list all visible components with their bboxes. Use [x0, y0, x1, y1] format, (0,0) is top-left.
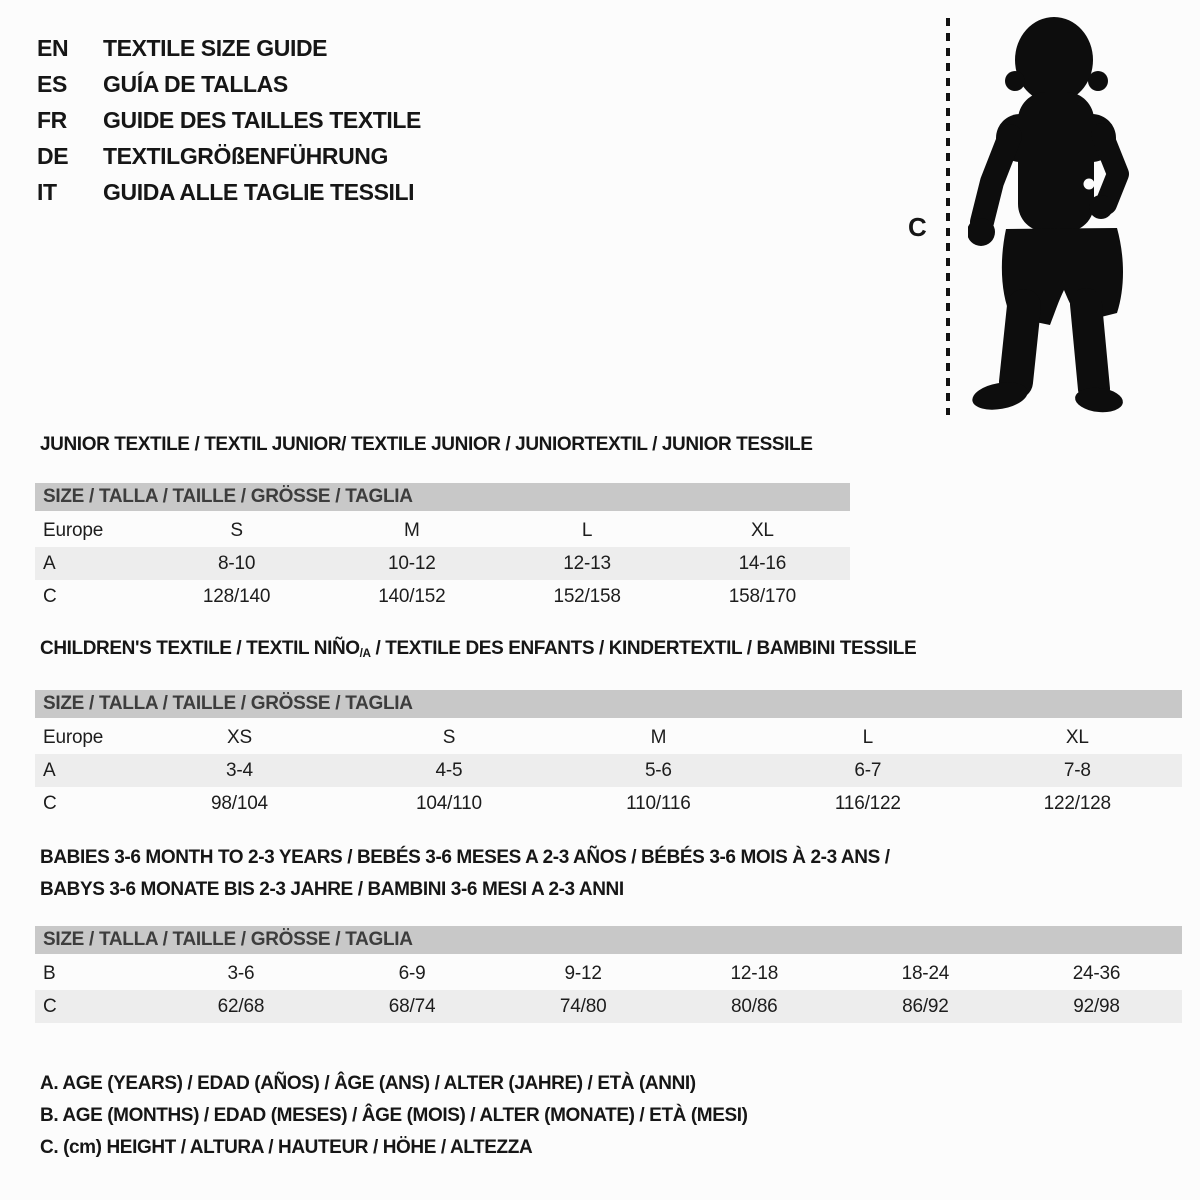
table-cell: 3-6 — [227, 963, 255, 984]
row-label: A — [43, 553, 56, 574]
table-cell: 122/128 — [1043, 793, 1111, 814]
language-title: TEXTILGRÖßENFÜHRUNG — [103, 143, 388, 169]
table-cell: 128/140 — [202, 586, 271, 607]
table-cell: 12-13 — [563, 553, 611, 574]
height-measure-label: C — [908, 212, 927, 242]
language-code: IT — [37, 179, 57, 205]
legend — [40, 1068, 748, 1164]
language-row — [37, 66, 421, 102]
junior-section-heading: JUNIOR TEXTILE / TEXTIL JUNIOR/ TEXTILE JUNIOR / JUNIORTEXTIL / JUNIOR TESSILE — [40, 434, 813, 455]
table-cell: 80/86 — [731, 996, 778, 1017]
language-title: GUIDA ALLE TAGLIE TESSILI — [103, 179, 415, 205]
table-row — [35, 721, 1182, 754]
table-cell: 7-8 — [1063, 760, 1091, 781]
size-header-bar: SIZE / TALLA / TAILLE / GRÖSSE / TAGLIA — [35, 690, 1182, 718]
table-cell: 6-7 — [854, 760, 882, 781]
language-row — [37, 174, 421, 210]
language-title: GUÍA DE TALLAS — [103, 71, 288, 97]
row-label: Europe — [43, 520, 104, 541]
table-cell: 68/74 — [388, 996, 436, 1017]
babies-size-table — [35, 926, 1182, 1023]
table-row — [35, 787, 1182, 820]
table-cell: XL — [750, 520, 774, 541]
table-cell: 92/98 — [1073, 996, 1120, 1017]
table-cell: XS — [227, 727, 252, 748]
children-heading-prefix: CHILDREN'S TEXTILE / TEXTIL NIÑO — [40, 638, 360, 659]
language-code: EN — [37, 35, 69, 61]
toddler-silhouette-icon — [968, 14, 1143, 416]
table-cell: 9-12 — [564, 963, 602, 984]
language-row — [37, 102, 421, 138]
table-cell: 86/92 — [902, 996, 949, 1017]
table-cell: 24-36 — [1072, 963, 1121, 984]
table-cell: 3-4 — [226, 760, 253, 781]
table-cell: S — [230, 520, 243, 541]
table-cell: L — [581, 520, 593, 541]
table-cell: 98/104 — [211, 793, 268, 814]
children-heading-suffix: / TEXTILE DES ENFANTS / KINDERTEXTIL / BAMBINI TESSILE — [370, 638, 917, 659]
legend-line-height: C. (cm) HEIGHT / ALTURA / HAUTEUR / HÖHE / ALTEZZA — [40, 1137, 533, 1158]
junior-size-table — [35, 483, 850, 613]
language-row — [37, 138, 421, 174]
table-cell: 104/110 — [415, 793, 482, 814]
babies-heading-line1: BABIES 3-6 MONTH TO 2-3 YEARS / BEBÉS 3-6 MESES A 2-3 AÑOS / BÉBÉS 3-6 MOIS À 2-3 ANS / — [40, 847, 890, 868]
children-size-table — [35, 690, 1182, 820]
table-cell: 5-6 — [644, 760, 672, 781]
legend-line-age-months: B. AGE (MONTHS) / EDAD (MESES) / ÂGE (MOIS) / ALTER (MONATE) / ETÀ (MESI) — [40, 1105, 748, 1126]
children-heading-subscript: /A — [359, 646, 371, 660]
row-label: Europe — [43, 727, 104, 748]
row-label: C — [43, 996, 57, 1017]
legend-line-age-years: A. AGE (YEARS) / EDAD (AÑOS) / ÂGE (ANS) / ALTER (JAHRE) / ETÀ (ANNI) — [40, 1073, 696, 1094]
table-row — [35, 547, 850, 580]
table-cell: 158/170 — [728, 586, 796, 607]
table-cell: 74/80 — [559, 996, 607, 1017]
row-label: B — [43, 963, 56, 984]
size-header-bar: SIZE / TALLA / TAILLE / GRÖSSE / TAGLIA — [35, 926, 1182, 954]
table-cell: S — [442, 727, 456, 748]
table-cell: 8-10 — [217, 553, 256, 574]
language-code: FR — [37, 107, 67, 133]
language-list — [37, 30, 421, 210]
table-cell: 116/122 — [834, 793, 901, 814]
height-measure-dashed-line — [946, 18, 950, 415]
table-cell: 6-9 — [398, 963, 426, 984]
table-cell: 12-18 — [730, 963, 779, 984]
row-label: C — [43, 586, 57, 607]
table-cell: 140/152 — [378, 586, 446, 607]
row-label: C — [43, 793, 57, 814]
language-code: DE — [37, 143, 69, 169]
language-title: TEXTILE SIZE GUIDE — [103, 35, 328, 61]
table-row — [35, 580, 850, 613]
table-row — [35, 957, 1182, 990]
table-cell: 62/68 — [217, 996, 265, 1017]
language-row — [37, 30, 421, 66]
table-cell: 18-24 — [901, 963, 950, 984]
table-row — [35, 514, 850, 547]
table-cell: 152/158 — [553, 586, 621, 607]
children-section-heading — [40, 638, 916, 660]
size-header-bar: SIZE / TALLA / TAILLE / GRÖSSE / TAGLIA — [35, 483, 850, 511]
table-cell: 4-5 — [435, 760, 463, 781]
table-cell: 10-12 — [388, 553, 436, 574]
row-label: A — [43, 760, 56, 781]
babies-section-heading — [40, 842, 890, 906]
table-cell: XL — [1065, 727, 1089, 748]
language-title: GUIDE DES TAILLES TEXTILE — [103, 107, 421, 133]
table-cell: 14-16 — [738, 553, 787, 574]
table-row — [35, 754, 1182, 787]
table-cell: M — [650, 727, 667, 748]
language-code: ES — [37, 71, 67, 97]
babies-heading-line2: BABYS 3-6 MONATE BIS 2-3 JAHRE / BAMBINI 3-6 MESI A 2-3 ANNI — [40, 879, 624, 900]
table-cell: 110/116 — [626, 793, 691, 814]
table-row — [35, 990, 1182, 1023]
table-cell: M — [404, 520, 420, 541]
table-cell: L — [862, 727, 874, 748]
